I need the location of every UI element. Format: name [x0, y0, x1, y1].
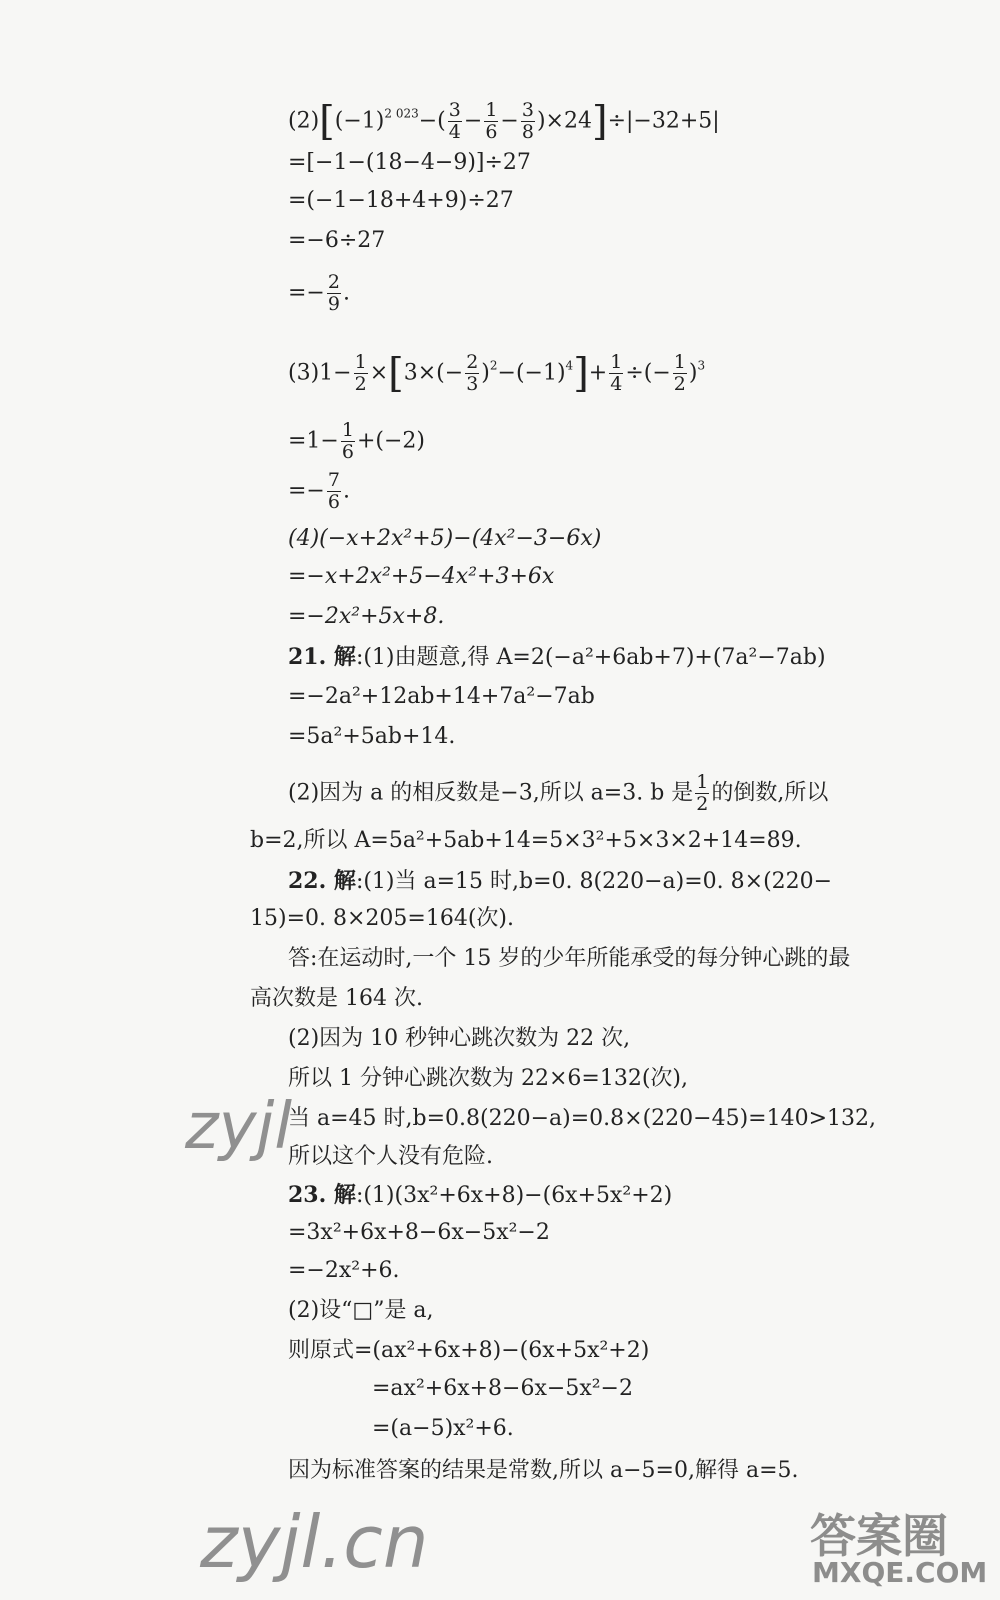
fraction: $\frac{1}{2}$ [673, 351, 686, 395]
question-23-line-5: 则原式=(ax²+6x+8)−(6x+5x²+2) [288, 1338, 650, 1363]
fraction: $\frac{3}{4}$ [448, 99, 461, 143]
watermark-zyjl: zyjl [185, 1090, 293, 1164]
fraction: $\frac{1}{6}$ [485, 99, 498, 143]
question-22-line-7: 当 a=45 时,b=0.8(220−a)=0.8×(220−45)=140>132, [288, 1106, 877, 1131]
question-23-line-8: 因为标准答案的结果是常数,所以 a−5=0,解得 a=5. [288, 1458, 799, 1483]
question-22-line-1: 22. 解:(1)当 a=15 时,b=0. 8(220−a)=0. 8×(220− [288, 868, 833, 894]
question-21-line-3: =5a²+5ab+14. [288, 724, 456, 749]
right-bracket: ] [573, 350, 589, 397]
question-22-line-8: 所以这个人没有危险. [288, 1144, 493, 1169]
problem-2-result: =− $\frac{2}{9}$ . [288, 271, 350, 315]
problem-2-step-1: =[−1−(18−4−9)]÷27 [288, 150, 531, 175]
question-number: 22. 解 [288, 868, 356, 894]
watermark-logo: 答案圈 [810, 1509, 948, 1563]
question-21-line-1: 21. 解:(1)由题意,得 A=2(−a²+6ab+7)+(7a²−7ab) [288, 644, 826, 670]
question-22-line-2: 15)=0. 8×205=164(次). [250, 906, 515, 931]
fraction: $\frac{7}{6}$ [327, 469, 340, 513]
question-21-line-5: b=2,所以 A=5a²+5ab+14=5×3²+5×3×2+14=89. [250, 828, 802, 853]
problem-3-result: =− $\frac{7}{6}$ . [288, 469, 350, 513]
left-bracket: [ [388, 350, 404, 397]
watermark-site: MXQE.COM [812, 1556, 988, 1589]
question-22-line-6: 所以 1 分钟心跳次数为 22×6=132(次), [288, 1066, 688, 1091]
left-bracket: [ [319, 98, 335, 145]
question-number: 21. 解 [288, 644, 356, 670]
question-23-line-3: =−2x²+6. [288, 1258, 400, 1283]
problem-4-line-1: (4)(−x+2x²+5)−(4x²−3−6x) [288, 526, 602, 551]
question-23-line-6: =ax²+6x+8−6x−5x²−2 [372, 1376, 633, 1401]
question-23-line-4: (2)设“□”是 a, [288, 1298, 434, 1323]
problem-2-expression: $(2)[(-1)^{2 023}-$( $\frac{3}{4}$ − $\frac{1}{6}$ − $\frac{3}{8}$ )×24]÷|−32+5| [288, 98, 720, 145]
question-22-line-3: 答:在运动时,一个 15 岁的少年所能承受的每分钟心跳的最 [288, 946, 851, 971]
watermark-zyjl-cn: zyjl.cn [200, 1500, 429, 1584]
question-23-line-7: =(a−5)x²+6. [372, 1416, 514, 1441]
question-21-line-2: =−2a²+12ab+14+7a²−7ab [288, 684, 595, 709]
question-22-line-4: 高次数是 164 次. [250, 986, 423, 1011]
fraction: $\frac{1}{4}$ [610, 351, 623, 395]
fraction: $\frac{3}{8}$ [521, 99, 534, 143]
question-22-line-5: (2)因为 10 秒钟心跳次数为 22 次, [288, 1026, 631, 1051]
fraction: $\frac{2}{3}$ [466, 351, 479, 395]
problem-2-step-3: =−6÷27 [288, 228, 386, 253]
fraction: $\frac{2}{9}$ [327, 271, 340, 315]
problem-2-step-2: =(−1−18+4+9)÷27 [288, 188, 514, 213]
fraction: $\frac{1}{6}$ [341, 419, 354, 463]
problem-4-line-2: =−x+2x²+5−4x²+3+6x [288, 564, 555, 589]
right-bracket: ] [591, 98, 608, 145]
fraction: $\frac{1}{2}$ [696, 771, 709, 815]
question-23-line-1: 23. 解:(1)(3x²+6x+8)−(6x+5x²+2) [288, 1182, 673, 1208]
problem-3-expression: (3)1− $\frac{1}{2}$ ×[3×(− $\frac{2}{3}$ )$^2-(-1)^4]+$ $\frac{1}{4}$ ÷(− $\frac{1}{2}$ )$^3$ [288, 350, 706, 397]
question-number: 23. 解 [288, 1182, 356, 1208]
problem-3-step-1: =1− $\frac{1}{6}$ +(−2) [288, 419, 425, 463]
question-23-line-2: =3x²+6x+8−6x−5x²−2 [288, 1220, 550, 1245]
problem-4-line-3: =−2x²+5x+8. [288, 604, 445, 629]
fraction: $\frac{1}{2}$ [354, 351, 367, 395]
question-21-line-4: (2)因为 a 的相反数是−3,所以 a=3. b 是 $\frac{1}{2}$ 的倒数,所以 [288, 771, 829, 815]
